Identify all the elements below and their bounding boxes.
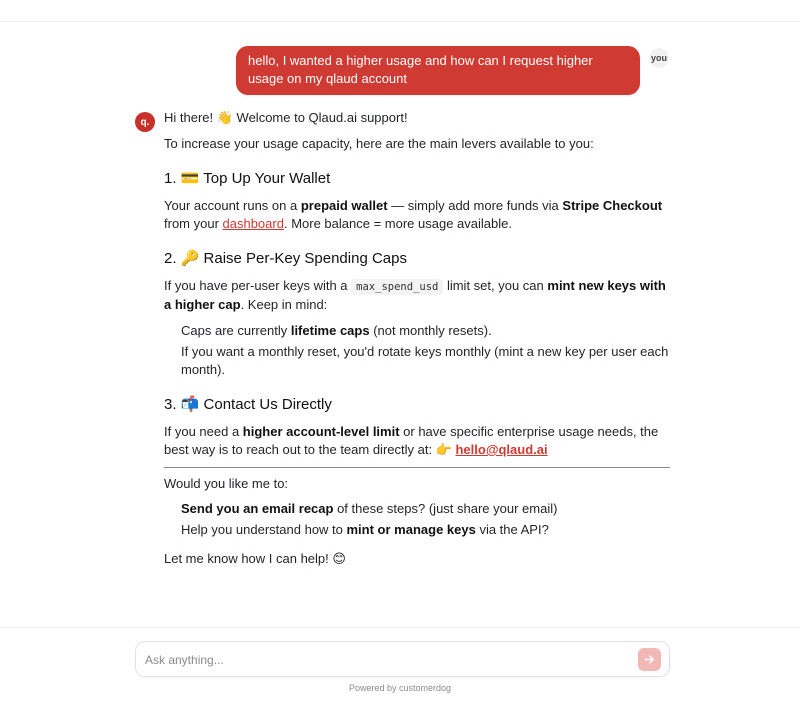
dashboard-link[interactable]: dashboard bbox=[222, 216, 284, 231]
list-item: Help you understand how to mint or manage keys via the API? bbox=[181, 522, 549, 537]
list-item: Send you an email recap of these steps? (just share your email) bbox=[181, 501, 558, 516]
user-avatar: you bbox=[649, 48, 669, 68]
powered-by-text: Powered by customerdog bbox=[348, 683, 452, 693]
email-link[interactable]: hello@qlaud.ai bbox=[455, 442, 548, 457]
composer-area bbox=[0, 627, 800, 705]
composer bbox=[135, 641, 670, 677]
section-heading-wallet: 1. 💳 Top Up Your Wallet bbox=[164, 170, 331, 187]
divider bbox=[164, 467, 670, 468]
section-caps-text: If you have per-user keys with a max_spend_usd limit set, you can mint new keys with a higher cap. Keep in mind: bbox=[164, 278, 666, 312]
chat-thread[interactable] bbox=[0, 22, 800, 627]
intro-text: To increase your usage capacity, here are the main levers available to you: bbox=[164, 136, 594, 151]
closing-text: Let me know how I can help! 😊 bbox=[164, 551, 346, 566]
top-bar bbox=[0, 0, 800, 22]
list-item: Caps are currently lifetime caps (not monthly resets). bbox=[181, 323, 492, 338]
followup-list bbox=[164, 500, 670, 539]
caps-list bbox=[164, 322, 670, 379]
section-heading-caps: 2. 🔑 Raise Per-Key Spending Caps bbox=[164, 250, 407, 267]
message-input[interactable] bbox=[145, 651, 625, 669]
list-item: If you want a monthly reset, you'd rotate keys monthly (mint a new key per user each month). bbox=[181, 344, 669, 377]
arrow-right-icon bbox=[644, 654, 655, 665]
user-message-bubble: hello, I wanted a higher usage and how can I request higher usage on my qlaud account bbox=[236, 46, 640, 95]
section-contact-text: If you need a higher account-level limit or have specific enterprise usage needs, the best way is to reach out to the team directly at: 👉 hello@qlaud.ai bbox=[164, 424, 659, 457]
assistant-avatar: q. bbox=[135, 112, 155, 132]
assistant-message bbox=[164, 109, 670, 568]
section-wallet-text: Your account runs on a prepaid wallet — simply add more funds via Stripe Checkout from your dashboard. More balance = more usage available. bbox=[164, 198, 663, 231]
inline-code: max_spend_usd bbox=[351, 279, 443, 295]
send-button[interactable] bbox=[638, 648, 661, 671]
section-heading-contact: 3. 📬 Contact Us Directly bbox=[164, 396, 332, 413]
greeting-text: Hi there! 👋 Welcome to Qlaud.ai support! bbox=[164, 110, 408, 125]
followup-question: Would you like me to: bbox=[164, 476, 289, 491]
